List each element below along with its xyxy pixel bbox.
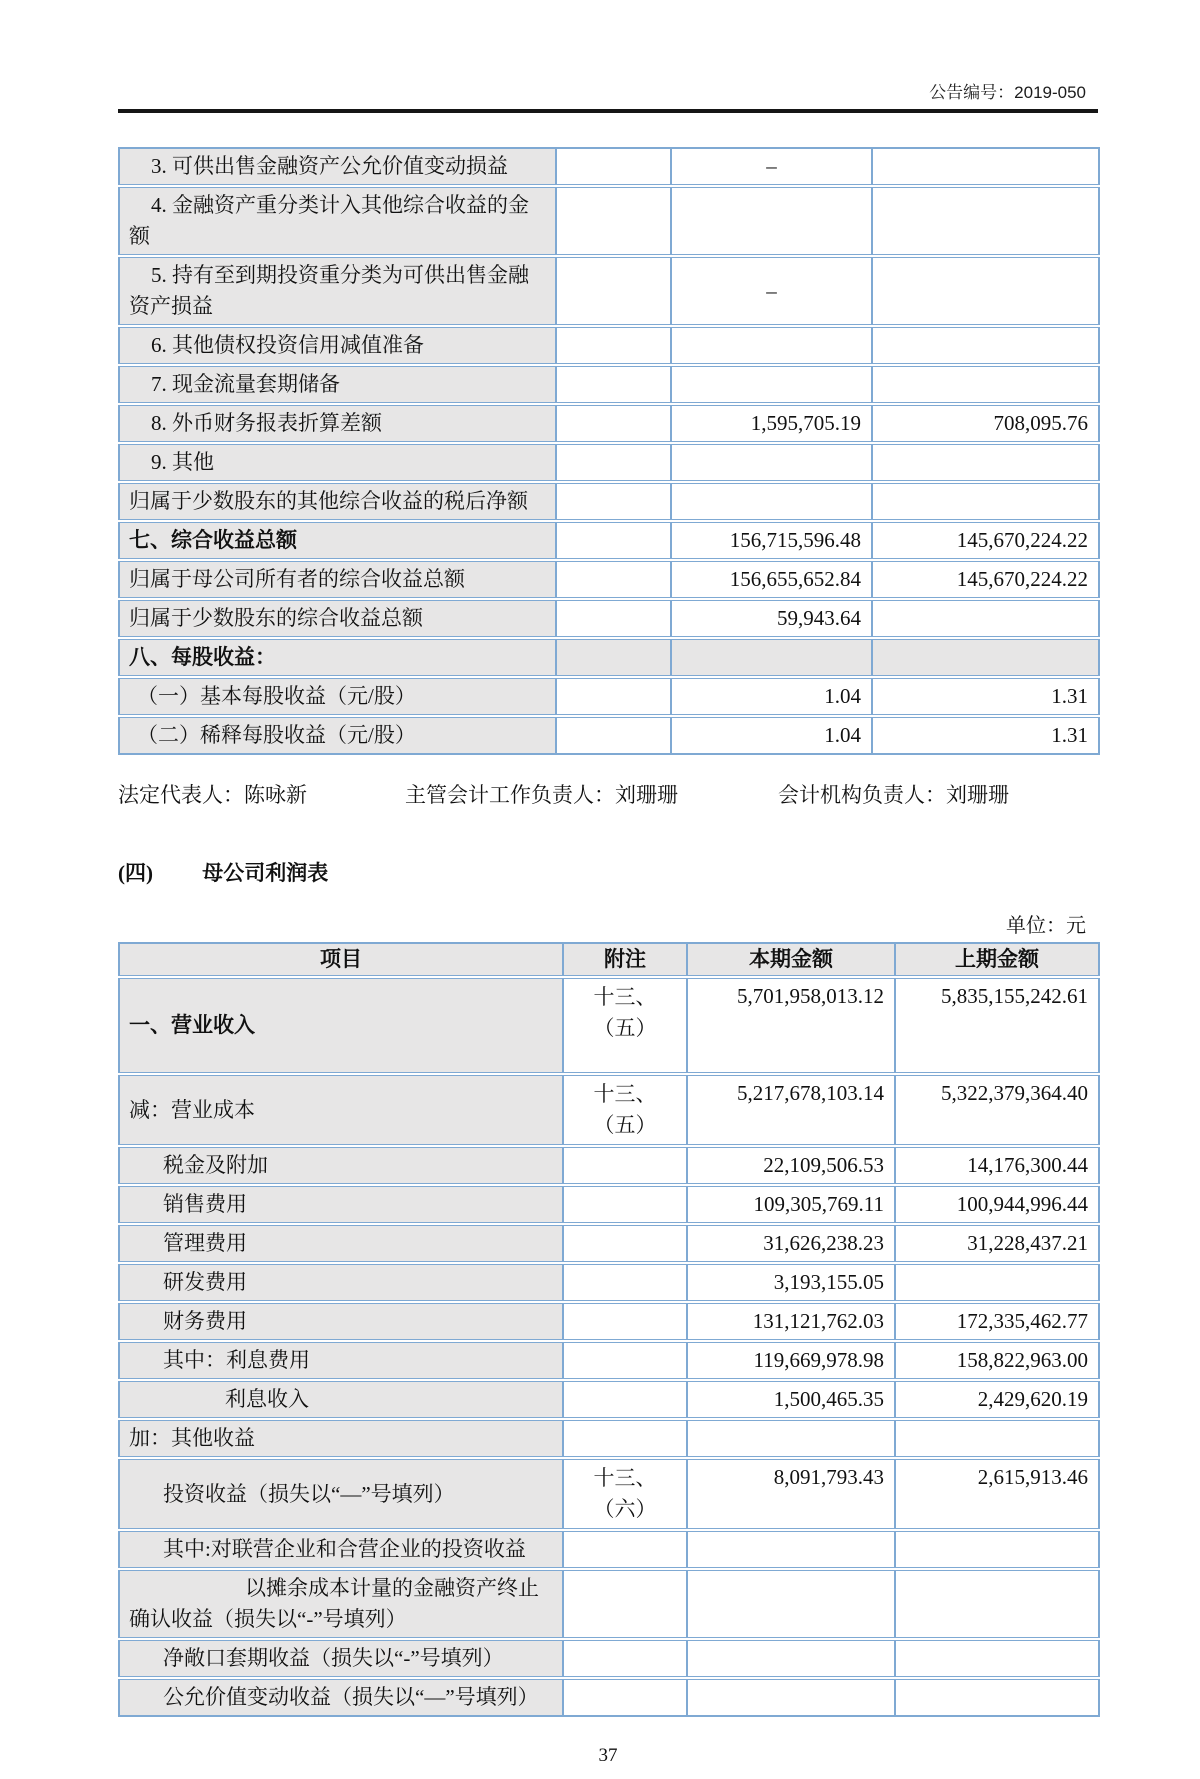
row-label: 其中：利息费用: [119, 1341, 563, 1380]
table-row: [119, 1530, 1099, 1569]
row-label: 一、营业收入: [119, 977, 563, 1074]
row-label: 公允价值变动收益（损失以“—”号填列）: [119, 1678, 563, 1716]
table-row: [119, 326, 1099, 365]
table-row: [119, 148, 1099, 186]
row-current-amount: [687, 1530, 895, 1569]
row-note: [556, 560, 671, 599]
row-current-amount: 1,595,705.19: [671, 404, 872, 443]
row-previous-amount: 5,322,379,364.40: [895, 1074, 1099, 1146]
row-current-amount: 1,500,465.35: [687, 1380, 895, 1419]
row-previous-amount: 5,835,155,242.61: [895, 977, 1099, 1074]
row-current-amount: 1.04: [671, 716, 872, 754]
parent-company-income-statement-table: [118, 942, 1100, 1717]
table-row: [119, 1419, 1099, 1458]
row-previous-amount: [872, 256, 1099, 326]
row-current-amount: [671, 638, 872, 677]
row-current-amount: –: [671, 148, 872, 186]
row-current-amount: 1.04: [671, 677, 872, 716]
column-header: 附注: [563, 943, 687, 977]
column-header: 本期金额: [687, 943, 895, 977]
row-current-amount: [687, 1569, 895, 1639]
row-current-amount: [671, 443, 872, 482]
row-label: （二）稀释每股收益（元/股）: [119, 716, 556, 754]
row-label: 归属于少数股东的其他综合收益的税后净额: [119, 482, 556, 521]
row-current-amount: 5,701,958,013.12: [687, 977, 895, 1074]
row-label: 归属于少数股东的综合收益总额: [119, 599, 556, 638]
row-label: 七、综合收益总额: [119, 521, 556, 560]
row-note: 十三、 （五）: [563, 1074, 687, 1146]
row-current-amount: 22,109,506.53: [687, 1146, 895, 1185]
table-row: [119, 186, 1099, 256]
row-current-amount: 5,217,678,103.14: [687, 1074, 895, 1146]
row-label: （一）基本每股收益（元/股）: [119, 677, 556, 716]
row-current-amount: 8,091,793.43: [687, 1458, 895, 1530]
row-label: 税金及附加: [119, 1146, 563, 1185]
table-row: [119, 1678, 1099, 1716]
table-row: [119, 677, 1099, 716]
row-label: 财务费用: [119, 1302, 563, 1341]
row-previous-amount: [872, 186, 1099, 256]
row-note: [563, 1302, 687, 1341]
row-note: [556, 677, 671, 716]
row-label: 销售费用: [119, 1185, 563, 1224]
row-note: [563, 1678, 687, 1716]
row-previous-amount: 2,429,620.19: [895, 1380, 1099, 1419]
table-row: [119, 404, 1099, 443]
row-previous-amount: 2,615,913.46: [895, 1458, 1099, 1530]
row-label: 7. 现金流量套期储备: [119, 365, 556, 404]
row-previous-amount: 145,670,224.22: [872, 560, 1099, 599]
row-previous-amount: [872, 638, 1099, 677]
row-label: 8. 外币财务报表折算差额: [119, 404, 556, 443]
row-label: 投资收益（损失以“—”号填列）: [119, 1458, 563, 1530]
table-row: [119, 256, 1099, 326]
row-previous-amount: 31,228,437.21: [895, 1224, 1099, 1263]
header-row: [119, 943, 1099, 977]
section-name: 母公司利润表: [202, 861, 329, 885]
row-note: [563, 1263, 687, 1302]
table-row: [119, 365, 1099, 404]
row-current-amount: [671, 482, 872, 521]
table-row: [119, 977, 1099, 1074]
chief-accounting-officer: 主管会计工作负责人：刘珊珊: [405, 783, 678, 807]
table-row: [119, 1302, 1099, 1341]
row-note: 十三、 （六）: [563, 1458, 687, 1530]
row-previous-amount: 145,670,224.22: [872, 521, 1099, 560]
row-note: [563, 1146, 687, 1185]
table-row: [119, 1074, 1099, 1146]
row-current-amount: 109,305,769.11: [687, 1185, 895, 1224]
row-note: [563, 1185, 687, 1224]
row-current-amount: 3,193,155.05: [687, 1263, 895, 1302]
row-label: 4. 金融资产重分类计入其他综合收益的金 额: [119, 186, 556, 256]
row-note: [556, 404, 671, 443]
table-row: [119, 1458, 1099, 1530]
row-note: [563, 1224, 687, 1263]
row-label: 八、每股收益：: [119, 638, 556, 677]
unit-label: 单位：元: [1006, 915, 1086, 937]
row-note: [563, 1419, 687, 1458]
row-current-amount: 59,943.64: [671, 599, 872, 638]
row-label: 归属于母公司所有者的综合收益总额: [119, 560, 556, 599]
row-previous-amount: [872, 365, 1099, 404]
row-note: [556, 186, 671, 256]
row-previous-amount: 158,822,963.00: [895, 1341, 1099, 1380]
row-label: 减：营业成本: [119, 1074, 563, 1146]
announcement-number: 公告编号：2019-050: [929, 83, 1086, 102]
row-note: [556, 482, 671, 521]
table-body: [119, 148, 1099, 754]
row-label: 以摊余成本计量的金融资产终止 确认收益（损失以“-”号填列）: [119, 1569, 563, 1639]
row-current-amount: [671, 365, 872, 404]
table-row: [119, 716, 1099, 754]
row-previous-amount: 708,095.76: [872, 404, 1099, 443]
row-current-amount: 31,626,238.23: [687, 1224, 895, 1263]
row-previous-amount: [895, 1678, 1099, 1716]
section-title: [118, 859, 1098, 887]
table-row: [119, 443, 1099, 482]
table-row: [119, 521, 1099, 560]
row-previous-amount: [872, 599, 1099, 638]
signatories-line: [118, 781, 1098, 809]
row-current-amount: [687, 1419, 895, 1458]
column-header: 项目: [119, 943, 563, 977]
row-previous-amount: 1.31: [872, 677, 1099, 716]
row-current-amount: 131,121,762.03: [687, 1302, 895, 1341]
row-note: [563, 1341, 687, 1380]
row-label: 利息收入: [119, 1380, 563, 1419]
row-note: [563, 1639, 687, 1678]
table-row: [119, 599, 1099, 638]
row-note: [556, 365, 671, 404]
row-note: [556, 443, 671, 482]
row-previous-amount: [895, 1569, 1099, 1639]
table-row: [119, 1185, 1099, 1224]
row-note: [556, 638, 671, 677]
row-label: 其中:对联营企业和合营企业的投资收益: [119, 1530, 563, 1569]
row-label: 研发费用: [119, 1263, 563, 1302]
table-row: [119, 1146, 1099, 1185]
row-current-amount: 156,655,652.84: [671, 560, 872, 599]
table-header: [119, 943, 1099, 977]
row-current-amount: –: [671, 256, 872, 326]
row-current-amount: [687, 1639, 895, 1678]
consolidated-income-statement-table: [118, 147, 1100, 755]
page-number: 37: [598, 1745, 618, 1766]
legal-representative: 法定代表人：陈咏新: [118, 783, 307, 807]
table-row: [119, 1341, 1099, 1380]
accounting-head: 会计机构负责人：刘珊珊: [778, 783, 1009, 807]
row-note: [556, 148, 671, 186]
row-previous-amount: 172,335,462.77: [895, 1302, 1099, 1341]
table-row: [119, 560, 1099, 599]
row-note: [556, 521, 671, 560]
row-note: [563, 1380, 687, 1419]
row-note: [563, 1530, 687, 1569]
row-label: 9. 其他: [119, 443, 556, 482]
row-previous-amount: [895, 1530, 1099, 1569]
row-note: [563, 1569, 687, 1639]
row-note: [556, 326, 671, 365]
table-row: [119, 482, 1099, 521]
row-current-amount: [671, 326, 872, 365]
row-note: [556, 716, 671, 754]
row-previous-amount: 14,176,300.44: [895, 1146, 1099, 1185]
row-label: 净敞口套期收益（损失以“-”号填列）: [119, 1639, 563, 1678]
row-label: 6. 其他债权投资信用减值准备: [119, 326, 556, 365]
row-note: 十三、 （五）: [563, 977, 687, 1074]
row-previous-amount: [895, 1263, 1099, 1302]
row-label: 管理费用: [119, 1224, 563, 1263]
row-note: [556, 599, 671, 638]
row-previous-amount: [895, 1639, 1099, 1678]
table-row: [119, 1380, 1099, 1419]
row-previous-amount: [872, 482, 1099, 521]
row-previous-amount: 1.31: [872, 716, 1099, 754]
row-current-amount: [671, 186, 872, 256]
row-previous-amount: [872, 326, 1099, 365]
column-header: 上期金额: [895, 943, 1099, 977]
row-previous-amount: [895, 1419, 1099, 1458]
report-page: [0, 82, 1200, 1767]
table-row: [119, 1224, 1099, 1263]
table-row: [119, 1639, 1099, 1678]
row-previous-amount: [872, 443, 1099, 482]
row-label: 加：其他收益: [119, 1419, 563, 1458]
row-label: 5. 持有至到期投资重分类为可供出售金融 资产损益: [119, 256, 556, 326]
row-current-amount: 156,715,596.48: [671, 521, 872, 560]
row-previous-amount: 100,944,996.44: [895, 1185, 1099, 1224]
row-previous-amount: [872, 148, 1099, 186]
table-row: [119, 1263, 1099, 1302]
row-label: 3. 可供出售金融资产公允价值变动损益: [119, 148, 556, 186]
row-current-amount: [687, 1678, 895, 1716]
table-body: [119, 977, 1099, 1716]
table-row: [119, 1569, 1099, 1639]
section-index: (四): [118, 861, 153, 885]
row-note: [556, 256, 671, 326]
page-header: [118, 82, 1098, 113]
row-current-amount: 119,669,978.98: [687, 1341, 895, 1380]
table-row: [119, 638, 1099, 677]
